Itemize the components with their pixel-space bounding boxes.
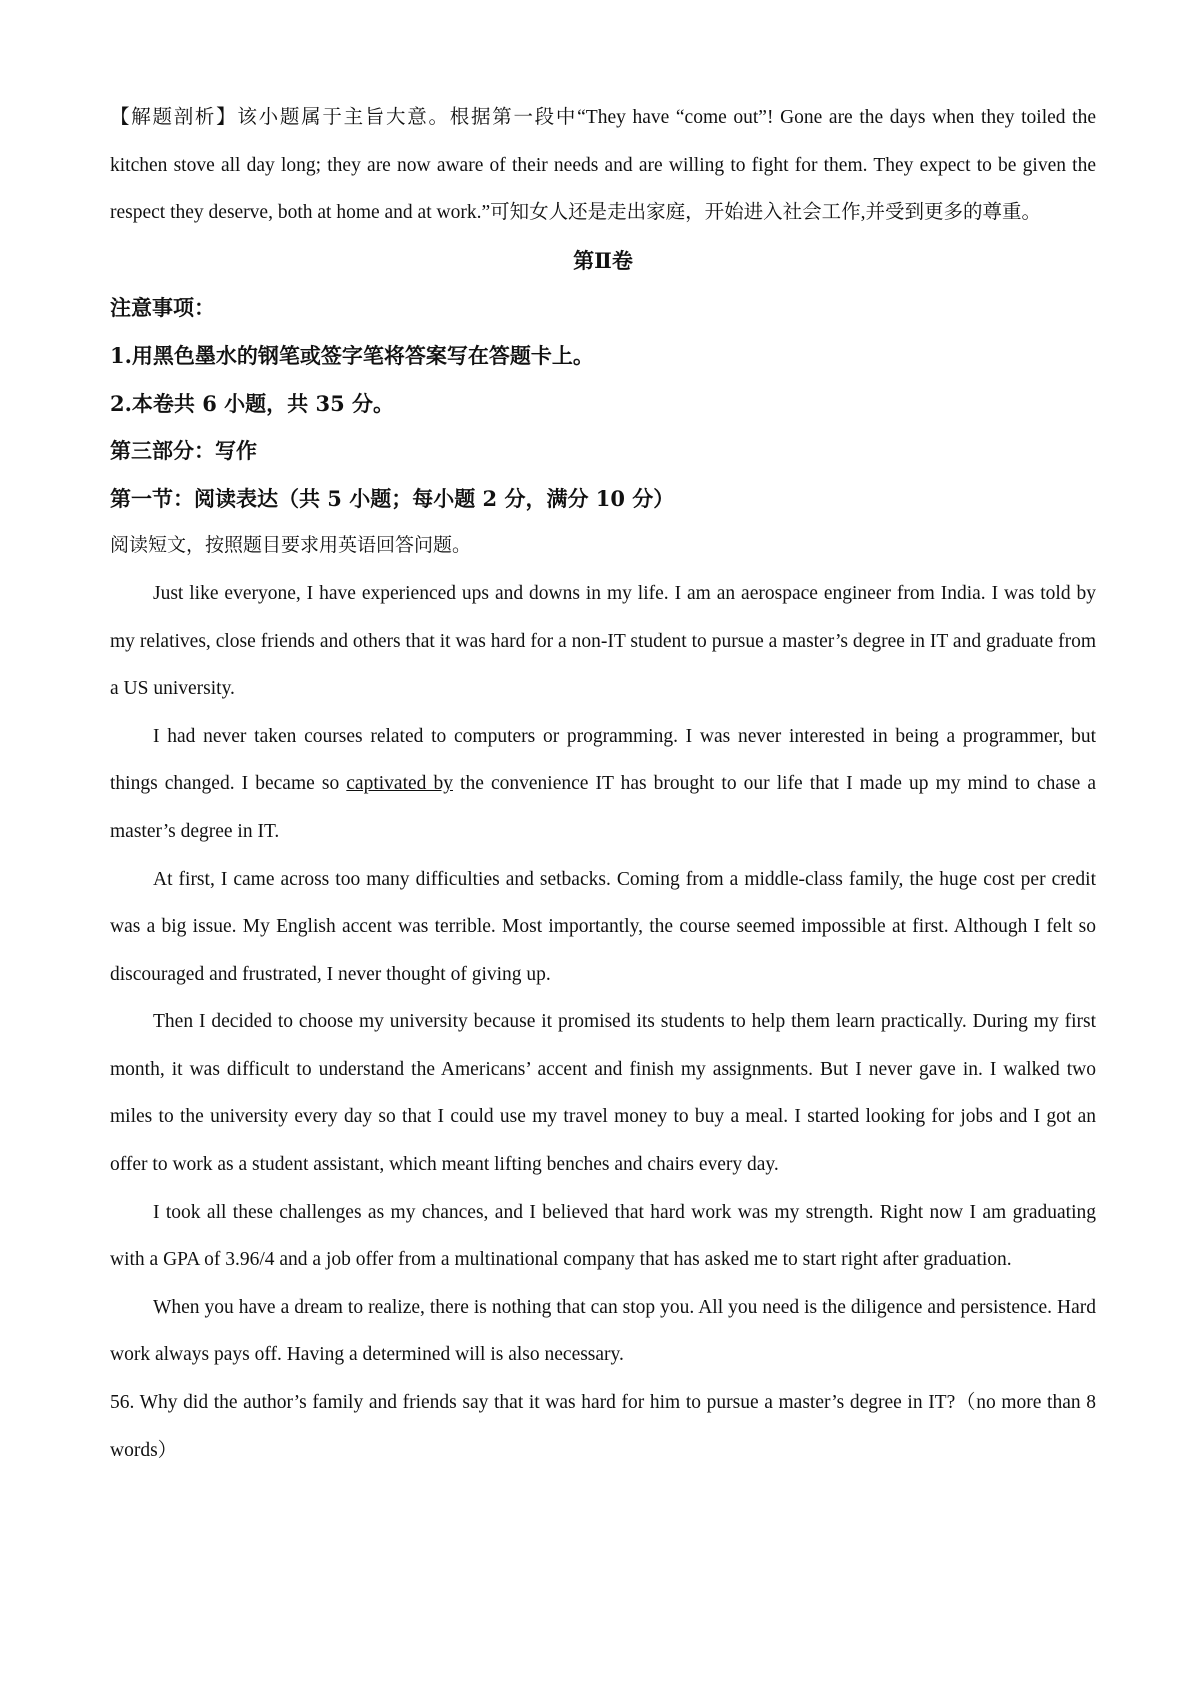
part-heading: 第三部分：写作 bbox=[110, 438, 257, 464]
passage-paragraph: I took all these challenges as my chances, and I believed that hard work was my strength. Right now I am graduating with a GPA of 3.96/4 and a job offer from a multinational company that has asked me to start right after graduation. bbox=[110, 1201, 1096, 1271]
passage-paragraph: When you have a dream to realize, there is nothing that can stop you. All you need is the diligence and persistence. Hard work always pays off. Having a determined will is also necessary. bbox=[110, 1296, 1096, 1366]
section-title: 第Ⅱ卷 bbox=[573, 247, 633, 273]
notes-heading: 注意事项： bbox=[110, 295, 215, 321]
passage-paragraph: Then I decided to choose my university because it promised its students to help them learn practically. During my first month, it was difficult to understand the Americans’ accent and finish my assignments. But I never gave in. I walked two miles to the university every day so that I could use my travel money to buy a meal. I started looking for jobs and I got an offer to work as a student assistant, which meant lifting benches and chairs every day. bbox=[110, 1011, 1096, 1176]
document-content bbox=[110, 94, 1096, 1474]
analysis-text: 该小题属于主旨大意。根据第一段中“They have “come out”! Gone are the days when they toiled the kitchen stove all day long; they are now aware of their needs and are willing to fight for them. They expect to be given the respect they deserve, both at home and at work.”可知女人还是走出家庭，开始进入社会工作,并受到更多的尊重。 bbox=[110, 107, 1096, 224]
notes-item: 1.用黑色墨水的钢笔或签字笔将答案写在答题卡上。 bbox=[110, 342, 594, 368]
subsection-heading: 第一节：阅读表达（共 5 小题；每小题 2 分，满分 10 分） bbox=[110, 485, 675, 511]
question-56: 56. Why did the author’s family and friends say that it was hard for him to pursue a master’s degree in IT?（no more than 8 words） bbox=[110, 1392, 1096, 1461]
passage-text: the convenience IT has brought to our life that I made up my mind to chase a master’s degree in IT. bbox=[110, 773, 1096, 842]
analysis-paragraph bbox=[110, 94, 1096, 237]
passage-paragraph: At first, I came across too many difficulties and setbacks. Coming from a middle-class family, the huge cost per credit was a big issue. My English accent was terrible. Most importantly, the course seemed impossible at first. Although I felt so discouraged and frustrated, I never thought of giving up. bbox=[110, 868, 1096, 985]
passage-text: I had never taken courses related to computers or programming. I was never interested in being a programmer, but things changed. I became so bbox=[110, 725, 1096, 795]
analysis-tag: 【解题剖析】 bbox=[110, 107, 238, 128]
instruction-text: 阅读短文，按照题目要求用英语回答问题。 bbox=[110, 535, 472, 557]
notes-item: 2.本卷共 6 小题，共 35 分。 bbox=[110, 390, 395, 416]
passage-paragraph: Just like everyone, I have experienced ups and downs in my life. I am an aerospace engineer from India. I was told by my relatives, close friends and others that it was hard for a non-IT student to pursue a master’s degree in IT and graduate from a US university. bbox=[110, 582, 1096, 700]
underlined-phrase: captivated by bbox=[346, 773, 453, 795]
passage-paragraph bbox=[110, 713, 1096, 856]
